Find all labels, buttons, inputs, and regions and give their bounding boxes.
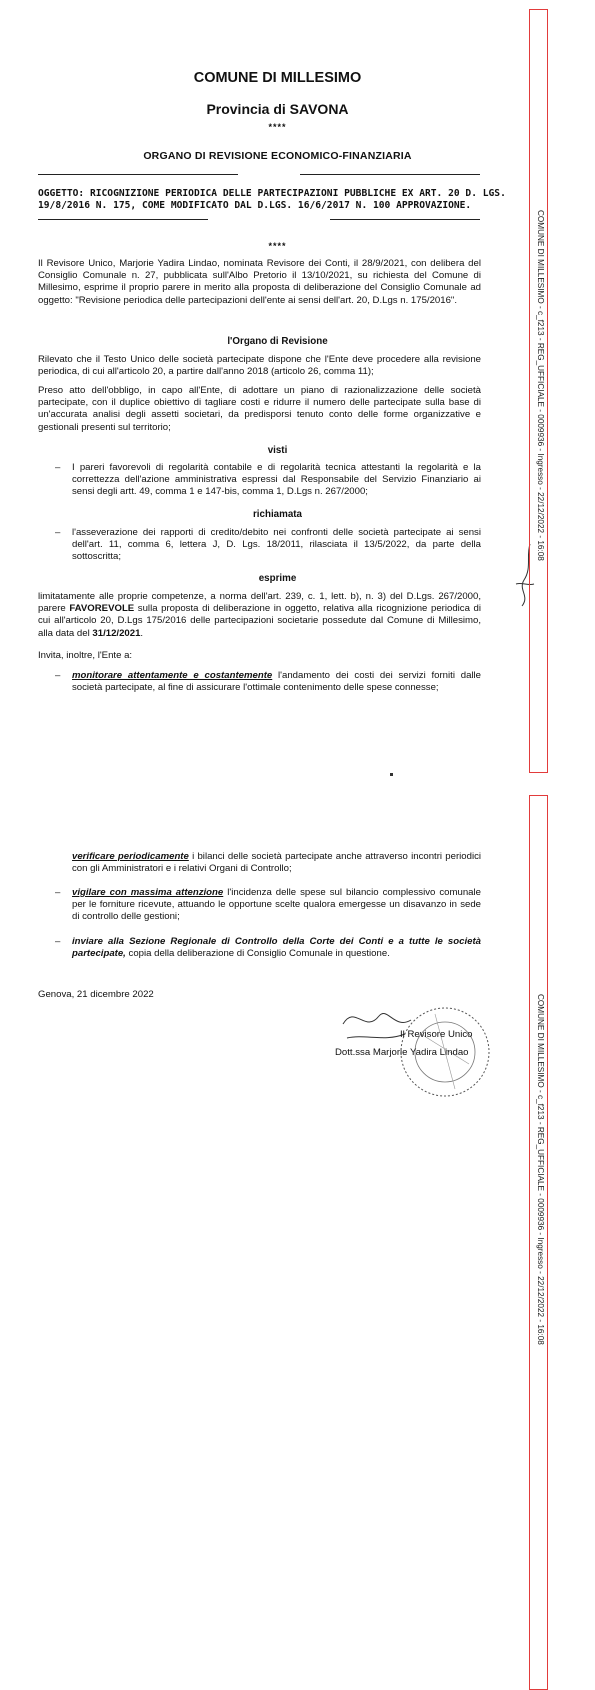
rule-bottom-right <box>330 219 480 220</box>
rilevato-paragraph: Rilevato che il Testo Unico delle società partecipate dispone che l'Ente deve procedere alla revisione periodica, di cui all'articolo 20, a partire dall'anno 2018 (articolo 26, comma 11); <box>38 354 481 378</box>
preso-atto-paragraph: Preso atto dell'obbligo, in capo all'Ente, di adottare un piano di razionalizzazione delle società partecipate, con il duplice obiettivo di tagliare costi e ridurre il numero delle partecipate sulla base di un'accurata analisi degli assetti societari, da predisporsi tenuto conto delle forme organizzative e gestionali presenti sul territorio; <box>38 385 481 433</box>
stars-separator-2: **** <box>268 241 287 251</box>
stars-separator: **** <box>268 122 287 132</box>
vigilare-dash: – <box>55 887 61 898</box>
visti-heading: visti <box>267 445 288 456</box>
visti-item: I pareri favorevoli di regolarità contabile e di regolarità tecnica attestanti la regolarità e la correttezza dell'azione amministrativa espressi dal Responsabile del Servizio Finanziario ai sensi degli artt. 49, comma 1 e 147-bis, comma 1, D.Lgs n. 267/2000; <box>72 462 481 498</box>
comune-title: COMUNE DI MILLESIMO <box>193 70 362 86</box>
organo-heading: ORGANO DI REVISIONE ECONOMICO-FINANZIARIA <box>143 150 412 162</box>
oggetto-text: OGGETTO: RICOGNIZIONE PERIODICA DELLE PARTECIPAZIONI PUBBLICHE EX ART. 20 D. LGS. 19/8/2016 N. 175, COME MODIFICATO DAL D.LGS. 16/6/2017 N. 100 APPROVAZIONE. <box>38 188 506 211</box>
rule-top-left <box>38 174 238 175</box>
signature-role: Il Revisore Unico <box>400 1029 473 1040</box>
monitorare-item <box>72 670 481 694</box>
signature-name: Dott.ssa Marjorie Yadira Lindao <box>335 1047 469 1058</box>
page-1 <box>0 0 595 835</box>
rule-bottom-left <box>38 219 208 220</box>
esprime-text-b: sulla proposta di deliberazione in oggetto, relativa alla ricognizione periodica di cui all'articolo 20, D.Lgs 175/2016 delle partecipazioni societarie possedute dal Comune di Millesimo, alla data del <box>38 603 481 639</box>
place-date: Genova, 21 dicembre 2022 <box>38 989 154 1000</box>
richiamata-heading: richiamata <box>252 509 302 520</box>
monitorare-emphasis: monitorare attentamente e costantemente <box>72 670 273 681</box>
inviare-rest: copia della deliberazione di Consiglio Comunale in questione. <box>125 948 390 960</box>
vigilare-item <box>72 887 481 924</box>
inviare-emphasis: inviare alla Sezione Regionale di Controllo della Corte dei Conti e a tutte le società partecipate, <box>72 936 481 960</box>
invita-line: Invita, inoltre, l'Ente a: <box>38 650 133 661</box>
monitorare-dash: – <box>55 670 61 681</box>
inviare-item <box>72 936 481 960</box>
esprime-end: . <box>140 627 144 639</box>
vigilare-rest: l'incidenza delle spese sul bilancio complessivo comunale per le forniture ricevute, attuando le opportune scelte qualora emergesse un disavanzo in sede di controllo delle gestioni; <box>72 887 481 923</box>
intro-paragraph: Il Revisore Unico, Marjorie Yadira Lindao, nominata Revisore dei Conti, il 28/9/2021, con delibera del Consiglio Comunale n. 27, pubblicata sull'Albo Pretorio il 13/10/2021, su richiesta del Comune di Millesimo, esprime il proprio parere in merito alla proposta di deliberazione del Consiglio Comunale ad oggetto: "Revisione periodica delle partecipazioni dell'ente ai sensi dell'art. 20, D.Lgs n. 175/2016". <box>38 258 481 306</box>
protocol-stamp-text-2: COMUNE DI MILLESIMO - c_f213 - REG_UFFICIALE - 0009936 - Ingresso - 22/12/2022 - 16:08 <box>536 994 545 1345</box>
esprime-date: 31/12/2021 <box>92 627 141 639</box>
verificare-rest: i bilanci delle società partecipate anche attraverso incontri periodici con gli Amministratori e i relativi Organi di Controllo; <box>72 851 482 875</box>
provincia-title: Provincia di SAVONA <box>206 101 349 117</box>
inviare-dash: – <box>55 936 61 947</box>
esprime-text-a: limitatamente alle proprie competenze, a norma dell'art. 239, c. 1, lett. b), n. 3) del D.Lgs. 267/2000, parere <box>38 591 481 615</box>
vigilare-emphasis: vigilare con massima attenzione <box>72 887 224 898</box>
richiamata-dash: – <box>55 527 61 538</box>
esprime-favorevole: FAVOREVOLE <box>69 603 135 615</box>
monitorare-rest: l'andamento dei costi dei servizi forniti dalle società partecipate, al fine di assicurare l'ottimale contenimento delle spese connesse; <box>72 670 482 694</box>
rule-top-right <box>300 174 480 175</box>
esprime-paragraph <box>38 591 481 640</box>
organo-revisione-heading: l'Organo di Revisione <box>227 336 328 347</box>
esprime-heading: esprime <box>258 573 297 584</box>
richiamata-item: l'asseverazione dei rapporti di credito/debito nei confronti delle società partecipate ai sensi dell'art. 11, comma 6, lettera J, D. Lgs. 18/2011, rilasciata il 13/5/2022, da parte della sottoscritta; <box>72 527 481 563</box>
verificare-item <box>72 851 481 875</box>
protocol-stamp-text-1: COMUNE DI MILLESIMO - c_f213 - REG_UFFICIALE - 0009936 - Ingresso - 22/12/2022 - 16:08 <box>536 210 545 561</box>
visti-dash: – <box>55 462 61 473</box>
speck-mark <box>390 773 393 776</box>
page-2 <box>0 844 595 1689</box>
verificare-emphasis: verificare periodicamente <box>72 851 189 862</box>
